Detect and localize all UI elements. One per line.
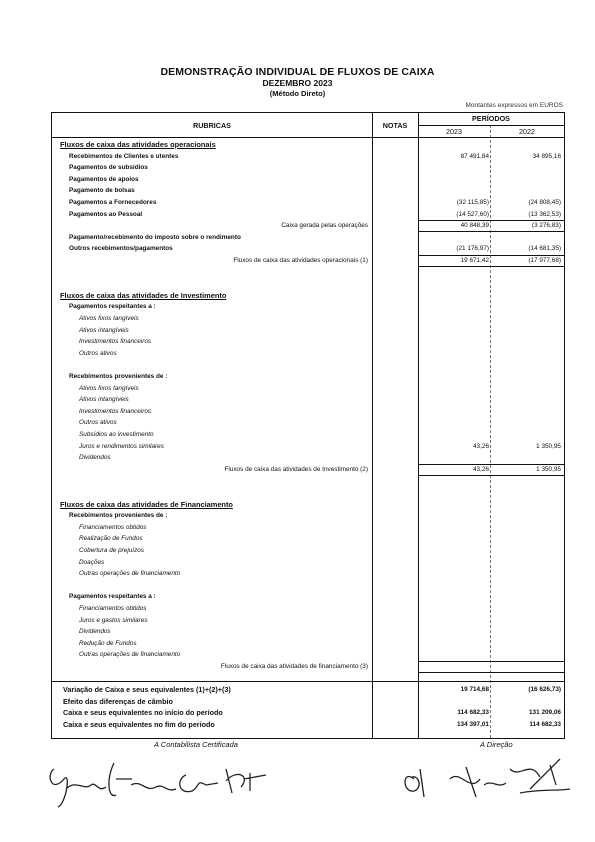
board-signature-block [380, 740, 580, 814]
row-label: Caixa e seus equivalentes no início do período [63, 708, 223, 718]
value-2022: 1 350,95 [536, 442, 561, 450]
value-2022: (17 977,68) [528, 257, 561, 264]
document-title: DEMONSTRAÇÃO INDIVIDUAL DE FLUXOS DE CAIXA [160, 66, 435, 78]
document-period: DEZEMBRO 2023 [262, 78, 333, 88]
row-label: Outras operações de financiamento [79, 570, 181, 578]
table-row [52, 406, 564, 417]
value-2022: (24 808,45) [528, 199, 561, 206]
document-method: (Método Direto) [269, 89, 326, 98]
value-2022: (14 681,35) [528, 245, 561, 253]
row-label: Outros ativos [79, 349, 117, 357]
row-label: Pagamento de bolsas [69, 187, 135, 195]
table-row [52, 707, 564, 718]
table-row [52, 394, 564, 405]
table-row [52, 568, 564, 579]
cash-flow-table [51, 112, 565, 739]
table-row [52, 684, 564, 695]
table-row [52, 185, 564, 196]
row-label: Pagamentos de apoios [69, 175, 139, 183]
row-label: Dividendos [79, 628, 111, 636]
row-label: Ativos fixos tangíveis [79, 315, 139, 322]
table-row [52, 290, 564, 301]
table-row [52, 649, 564, 660]
row-label: Recebimentos provenientes de : [69, 373, 168, 380]
row-label: Investimentos financeiros [79, 338, 152, 346]
accountant-caption: A Contabilista Certificada [154, 740, 238, 749]
table-row [52, 591, 564, 602]
value-2022: 131 209,06 [529, 709, 561, 717]
value-2023: 19 714,68 [460, 686, 489, 694]
table-row [52, 603, 564, 614]
row-label: Ativos intangíveis [79, 326, 129, 334]
header-year-2023: 2023 [446, 127, 462, 136]
table-row [52, 499, 564, 510]
row-label: Redução de Fundos [79, 639, 137, 647]
table-row [52, 301, 564, 312]
value-2023: 87 491,84 [460, 152, 489, 160]
row-label: Subsídios ao investimento [79, 431, 154, 438]
header-year-2022: 2022 [519, 127, 535, 136]
value-2023: 19 671,42 [460, 257, 489, 264]
value-2022: 1 350,95 [536, 465, 561, 473]
row-label: Doações [79, 558, 105, 566]
row-label: Ativos intangíveis [79, 396, 129, 404]
table-row [52, 545, 564, 556]
table-row [52, 197, 564, 208]
table-row [52, 661, 564, 672]
row-label: Ativos fixos tangíveis [79, 384, 139, 392]
table-row [52, 371, 564, 382]
table-row [52, 336, 564, 347]
table-row [52, 359, 564, 370]
table-row [52, 638, 564, 649]
table-row [52, 464, 564, 475]
row-label: Caixa gerada pelas operações [281, 222, 368, 230]
value-2022: (3 276,83) [531, 222, 561, 230]
row-label: Financiamentos obtidos [79, 523, 147, 531]
table-row [52, 325, 564, 336]
value-2022: (13 362,53) [528, 210, 561, 218]
row-label: Fluxos de caixa das atividades operacionais [60, 140, 216, 149]
row-label: Recebimentos provenientes de : [69, 512, 168, 520]
value-2023: 43,26 [473, 442, 489, 450]
table-row [52, 487, 564, 498]
table-row [52, 626, 564, 637]
table-row [52, 429, 564, 440]
table-row [52, 615, 564, 626]
table-row [52, 243, 564, 254]
table-row [52, 313, 564, 324]
row-label: Outras operações de financiamento [79, 651, 181, 659]
row-label: Fluxos de caixa das atividades de Financiamento [60, 499, 233, 509]
value-2023: (32 115,85) [456, 199, 489, 206]
row-label: Variação de Caixa e seus equivalentes (1)+(2)+(3) [63, 685, 231, 695]
table-row [52, 151, 564, 162]
table-row [52, 232, 564, 243]
periodos-underline [418, 125, 564, 126]
subtotal-rule [418, 661, 564, 662]
table-row [52, 452, 564, 463]
row-label: Fluxos de caixa das atividades de Investimento [60, 290, 227, 300]
totals-rule [52, 681, 564, 682]
row-label: Dividendos [79, 454, 111, 462]
table-row [52, 441, 564, 452]
value-2023: 114 682,33 [457, 709, 489, 717]
value-2023: (14 527,60) [456, 210, 489, 218]
row-label: Pagamentos de subsídios [69, 164, 148, 172]
row-label: Pagamento/recebimento do imposto sobre o rendimento [69, 233, 241, 241]
table-row [52, 162, 564, 173]
table-row [52, 719, 564, 730]
row-label: Cobertura de prejuízos [79, 547, 145, 554]
row-label: Fluxos de caixa das atividades de Investimento (2) [224, 465, 368, 473]
header-notas: NOTAS [382, 121, 408, 130]
table-row [52, 348, 564, 359]
header-rubricas: RUBRICAS [193, 121, 231, 130]
table-row [52, 255, 564, 266]
row-label: Investimentos financeiros [79, 407, 152, 415]
row-label: Outros ativos [79, 419, 117, 427]
table-row [52, 139, 564, 150]
accountant-signature-block [36, 740, 296, 814]
currency-note: Montantes expressos em EUROS [465, 102, 563, 109]
value-2022: 114 682,33 [529, 721, 561, 728]
row-label: Financiamentos obtidos [79, 605, 147, 612]
table-row [52, 522, 564, 533]
table-row [52, 510, 564, 521]
value-2023: 134 397,01 [457, 721, 489, 728]
subtotal-rule [418, 220, 564, 221]
value-2022: 34 895,16 [532, 152, 561, 160]
row-label: Pagamentos ao Pessoal [69, 210, 143, 218]
row-label: Fluxos de caixa das atividades operacionais (1) [233, 257, 368, 264]
table-row [52, 174, 564, 185]
row-label: Caixa e seus equivalentes no fim do período [63, 720, 215, 729]
row-label: Fluxos de caixa das atividades de financiamento (3) [220, 663, 368, 670]
row-label: Realização de Fundos [79, 535, 143, 543]
table-row [52, 533, 564, 544]
row-label: Juros e gastos similares [79, 616, 148, 624]
value-2023: (21 176,97) [456, 245, 489, 253]
table-row [52, 557, 564, 568]
table-row [52, 580, 564, 591]
board-signature-icon [380, 749, 580, 809]
board-caption: A Direção [480, 740, 513, 749]
table-row [52, 220, 564, 231]
row-label: Pagamentos respeitantes a : [69, 303, 156, 311]
subtotal-rule [418, 464, 564, 465]
accountant-signature-icon [36, 749, 296, 809]
row-label: Efeito das diferenças de câmbio [63, 696, 173, 706]
row-label: Pagamentos respeitantes a : [69, 593, 156, 601]
header-periodos: PERÍODOS [472, 114, 510, 123]
table-row [52, 278, 564, 289]
value-2022: (16 626,73) [528, 686, 561, 694]
value-2023: 40 848,39 [460, 222, 489, 230]
row-label: Pagamentos a Fornecedores [69, 199, 157, 206]
subtotal-rule [418, 255, 564, 256]
table-row [52, 267, 564, 278]
row-label: Outros recebimentos/pagamentos [69, 245, 173, 253]
value-2023: 43,26 [473, 465, 489, 473]
table-row [52, 696, 564, 707]
row-label: Juros e rendimentos similares [79, 442, 164, 450]
table-row [52, 475, 564, 486]
header-bottom-border [52, 137, 564, 138]
table-row [52, 417, 564, 428]
table-row [52, 209, 564, 220]
table-row [52, 383, 564, 394]
row-label: Recebimentos de Clientes e utentes [69, 152, 179, 160]
